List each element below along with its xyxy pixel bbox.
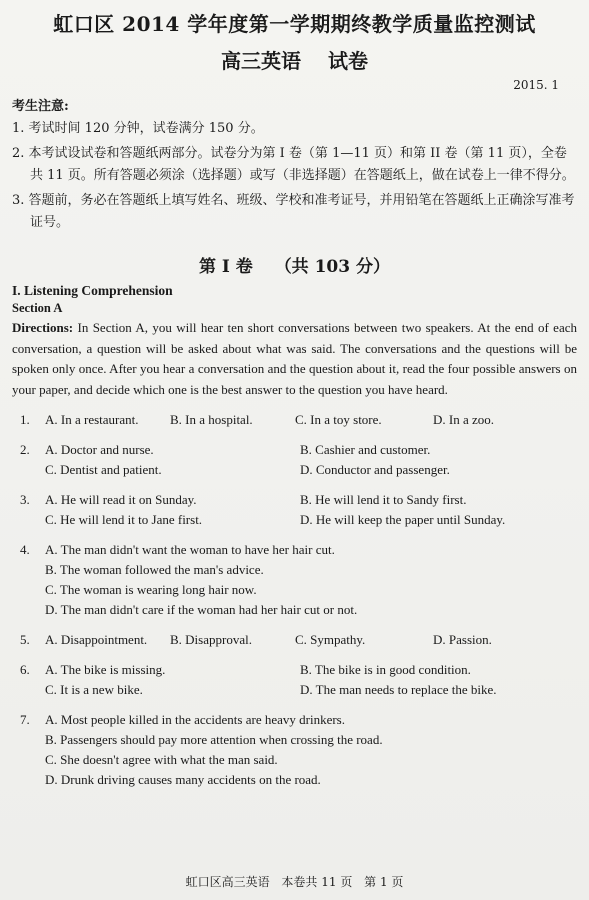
answer-option: C. It is a new bike. [45,682,143,697]
question-number: 3. [20,492,30,507]
answer-option: A. The bike is missing. [45,662,166,677]
answer-option: B. The bike is in good condition. [300,662,471,677]
question-item [12,710,577,790]
option-row [45,410,577,430]
question-list [12,410,577,790]
answer-option: B. He will lend it to Sandy first. [300,492,467,507]
option-row [45,730,577,750]
answer-option: B. Disapproval. [170,632,252,647]
option-row [45,580,577,600]
option-row [45,750,577,770]
answer-option: C. He will lend it to Jane first. [45,512,203,527]
answer-option: B. Cashier and customer. [300,442,431,457]
part-label: 第 I 卷 [198,257,253,277]
subject-label: 高三英语 [221,49,302,73]
section-heading: I. Listening Comprehension [12,283,173,298]
answer-option: B. Passengers should pay more attention when crossing the road. [45,732,383,747]
option-row [45,710,577,730]
question-number: 7. [20,712,30,727]
question-number: 5. [20,632,30,647]
answer-option: C. She doesn't agree with what the man said. [45,752,278,767]
option-row [45,460,577,480]
answer-option: A. Disappointment. [45,632,148,647]
answer-option: A. In a restaurant. [45,412,139,427]
answer-option: D. In a zoo. [433,412,495,427]
option-row [45,560,577,580]
part-score: （共 103 分） [274,257,391,277]
answer-option: C. Dentist and patient. [45,462,162,477]
notice-block [12,96,577,234]
question-number: 4. [20,542,30,557]
question-item [12,660,577,700]
option-row [45,600,577,620]
question-item [12,540,577,620]
answer-option: B. In a hospital. [170,412,253,427]
option-row [45,680,577,700]
question-number: 2. [20,442,30,457]
exam-title: 虹口区 2014 学年度第一学期期终教学质量监控测试 [53,12,536,36]
footer-page-number: 第 1 页 [364,875,404,889]
exam-subtitle [12,45,577,74]
notice-item: 2. 本考试设试卷和答题纸两部分。试卷分为第 I 卷（第 1—11 页）和第 II 卷（第 11 页），全卷共 11 页。所有答题必须涂（选择题）或写（非选择题）在答题纸上，做在试卷上一律不得分。 [12,146,575,183]
directions-paragraph [12,318,577,400]
option-row [45,540,577,560]
answer-option: D. He will keep the paper until Sunday. [300,512,506,527]
answer-option: A. He will read it on Sunday. [45,492,197,507]
answer-option: D. The man needs to replace the bike. [300,682,497,697]
answer-option: A. Doctor and nurse. [45,442,154,457]
footer-total-pages: 本卷共 11 页 [281,875,353,889]
answer-option: D. The man didn't care if the woman had her hair cut or not. [45,602,358,617]
part-title [12,252,577,277]
question-item [12,410,577,430]
answer-option: C. In a toy store. [295,412,382,427]
option-row [45,440,577,460]
footer-subject: 虹口区高三英语 [185,875,270,889]
question-number: 6. [20,662,30,677]
notice-heading: 考生注意: [12,99,69,114]
page-footer [0,873,589,890]
exam-date: 2015. 1 [513,78,559,92]
question-number: 1. [20,412,30,427]
option-row [45,770,577,790]
option-row [45,510,577,530]
notice-item: 3. 答题前，务必在答题纸上填写姓名、班级、学校和准考证号，并用铅笔在答题纸上正确涂写准考证号。 [12,193,575,230]
answer-option: D. Conductor and passenger. [300,462,450,477]
question-item [12,630,577,650]
question-item [12,490,577,530]
option-row [45,490,577,510]
question-item [12,440,577,480]
section-subheading: Section A [12,301,63,315]
directions-label: Directions: [12,320,74,335]
answer-option: A. The man didn't want the woman to have her hair cut. [45,542,335,557]
answer-option: B. The woman followed the man's advice. [45,562,264,577]
option-row [45,660,577,680]
answer-option: D. Drunk driving causes many accidents on the road. [45,772,321,787]
answer-option: D. Passion. [433,632,492,647]
answer-option: A. Most people killed in the accidents are heavy drinkers. [45,712,345,727]
answer-option: C. Sympathy. [295,632,366,647]
answer-option: C. The woman is wearing long hair now. [45,582,257,597]
notice-item: 1. 考试时间 120 分钟，试卷满分 150 分。 [12,121,264,136]
directions-text: In Section A, you will hear ten short conversations between two speakers. At the end of each conversation, a question will be asked about what was said. The conversations and the questions will be spoken only once. After you hear a conversation and the question about it, read the four possible answers on your paper, and decide which one is the best answer to the question you have heard. [12,320,577,397]
paper-label: 试卷 [327,49,368,73]
option-row [45,630,577,650]
